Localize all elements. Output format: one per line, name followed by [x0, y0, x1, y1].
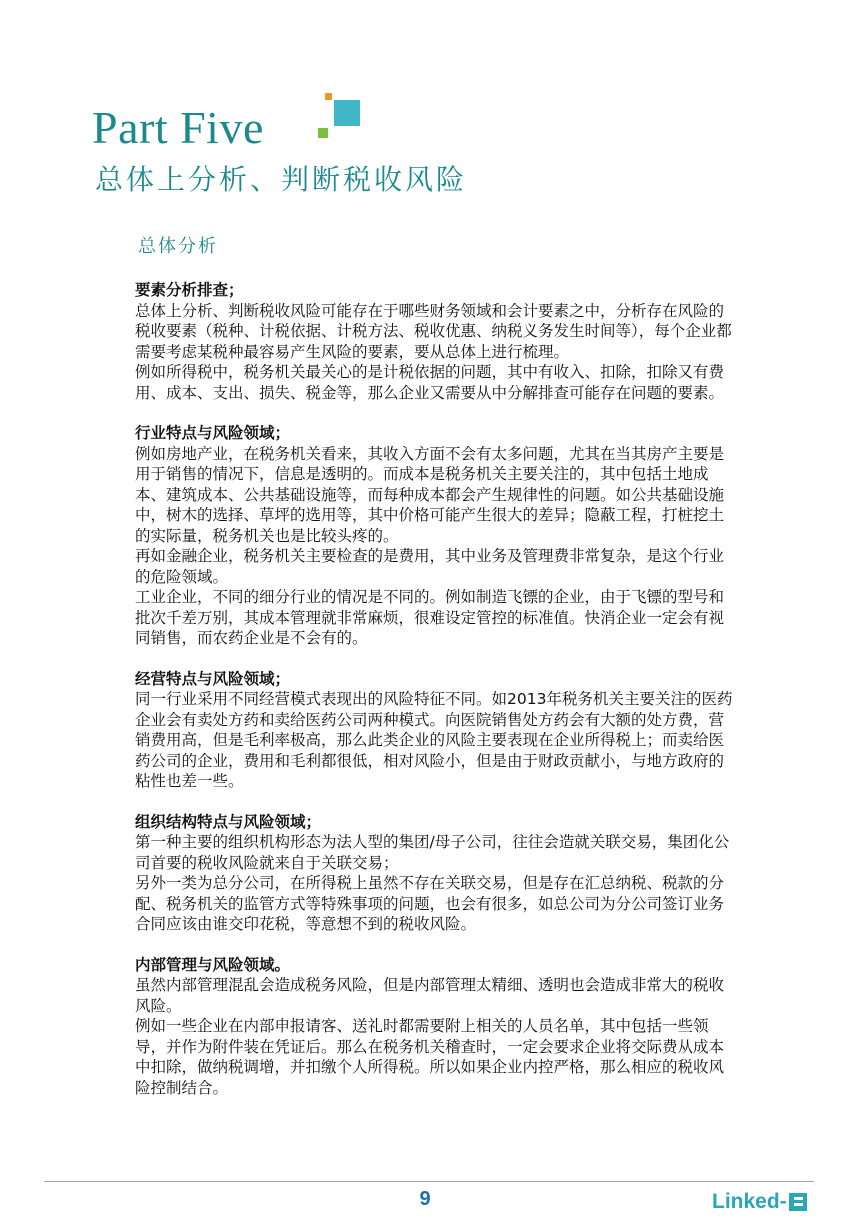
block-paragraph: 再如金融企业，税务机关主要检查的是费用，其中业务及管理费非常复杂，是这个行业的危险领域。 — [135, 547, 725, 586]
content-block-elements — [135, 280, 735, 403]
page-number: 9 — [419, 1188, 431, 1210]
block-heading: 内部管理与风险领域。 — [135, 955, 291, 974]
content-block-internal-management — [135, 955, 735, 1099]
block-paragraph: 第一种主要的组织机构形态为法人型的集团/母子公司，往往会造就关联交易，集团化公司首要的税收风险就来自于关联交易； — [135, 833, 730, 872]
brand-logo — [712, 1190, 807, 1214]
part-title: Part Five — [92, 102, 264, 153]
footer-divider — [44, 1181, 814, 1182]
content-block-operations — [135, 669, 735, 792]
block-paragraph: 总体上分析、判断税收风险可能存在于哪些财务领域和会计要素之中，分析存在风险的税收要素（税种、计税依据、计税方法、税收优惠、纳税义务发生时间等），每个企业都需要考虑某税种最容易产生风险的要素，要从总体上进行梳理。 — [135, 301, 732, 361]
decorative-square-cyan — [334, 100, 360, 126]
block-paragraph: 虽然内部管理混乱会造成税务风险，但是内部管理太精细、透明也会造成非常大的税收风险。 — [135, 976, 725, 1015]
block-paragraph: 例如所得税中，税务机关最关心的是计税依据的问题，其中有收入、扣除，扣除又有费用、成本、支出、损失、税金等，那么企业又需要从中分解排查可能存在问题的要素。 — [135, 363, 725, 402]
block-paragraph: 例如房地产业，在税务机关看来，其收入方面不会有太多问题，尤其在当其房产主要是用于销售的情况下，信息是透明的。而成本是税务机关主要关注的，其中包括土地成本、建筑成本、公共基础设施等，而每种成本都会产生规律性的问题。如公共基础设施中，树木的选择、草坪的选用等，其中价格可能产生很大的差异；隐蔽工程，打桩挖土的实际量，税务机关也是比较头疼的。 — [135, 444, 725, 545]
block-heading: 要素分析排查； — [135, 281, 244, 299]
block-paragraph: 另外一类为总分公司，在所得税上虽然不存在关联交易，但是存在汇总纳税、税款的分配、税务机关的监管方式等特殊事项的问题，也会有很多，如总公司为分公司签订业务合同应该由谁交印花税，等意想不到的税收风险。 — [135, 874, 725, 933]
main-content — [135, 280, 735, 1118]
block-paragraph: 工业企业，不同的细分行业的情况是不同的。例如制造飞镖的企业，由于飞镖的型号和批次千差万别，其成本管理就非常麻烦，很难设定管控的标准值。快消企业一定会有视同销售，而农药企业是不会有的。 — [135, 588, 725, 647]
logo-f-icon — [789, 1193, 807, 1211]
section-title: 总体分析 — [138, 236, 218, 257]
content-block-industry — [135, 423, 735, 649]
decorative-square-green — [318, 128, 328, 138]
chapter-subtitle: 总体上分析、判断税收风险 — [95, 163, 468, 196]
block-heading: 行业特点与风险领域； — [135, 424, 291, 442]
block-heading: 组织结构特点与风险领域； — [135, 812, 322, 831]
content-block-organization — [135, 812, 735, 935]
block-paragraph: 同一行业采用不同经营模式表现出的风险特征不同。如2013年税务机关主要关注的医药企业会有卖处方药和卖给医药公司两种模式。向医院销售处方药会有大额的处方费，营销费用高，但是毛利率极高，那么此类企业的风险主要表现在企业所得税上；而卖给医药公司的企业，费用和毛利都很低，相对风险小，但是由于财政贡献小，与地方政府的粘性也差一些。 — [135, 690, 733, 790]
block-heading: 经营特点与风险领域； — [135, 669, 291, 688]
block-paragraph: 例如一些企业在内部申报请客、送礼时都需要附上相关的人员名单，其中包括一些领导，并作为附件装在凭证后。那么在税务机关稽查时，一定会要求企业将交际费从成本中扣除，做纳税调增，并扣缴个人所得税。所以如果企业内控严格，那么相应的税收风险控制结合。 — [135, 1017, 725, 1097]
logo-text: Linked- — [712, 1190, 787, 1213]
decorative-square-orange — [325, 93, 332, 100]
